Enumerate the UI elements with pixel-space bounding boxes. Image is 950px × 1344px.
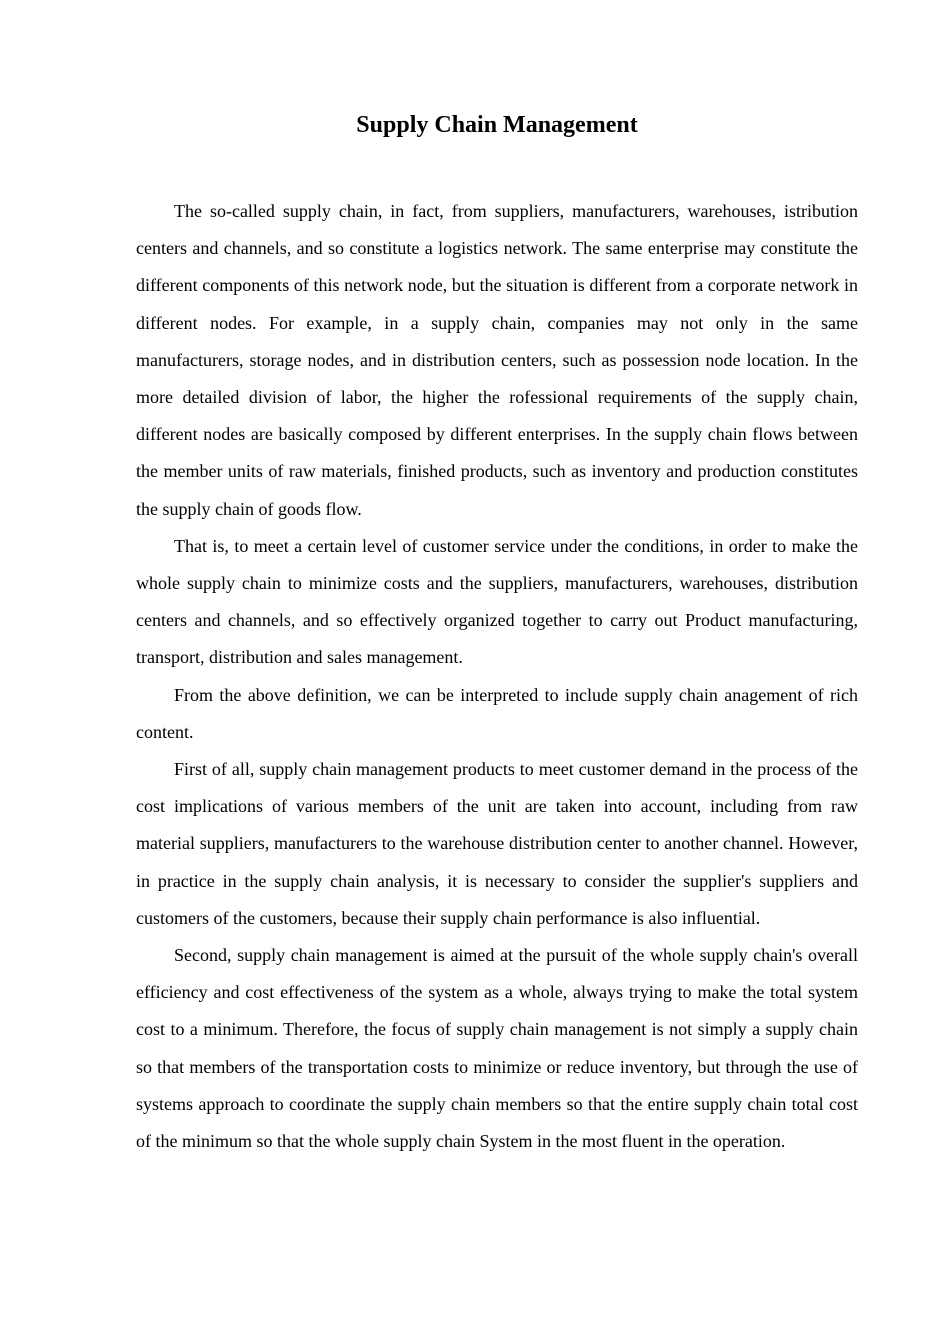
paragraph-5: Second, supply chain management is aimed at the pursuit of the whole supply chain's overall efficiency and cost effectiveness of the system as a whole, always trying to make the total system cost to a minimum. Therefore, the focus of supply chain management is not simply a supply chain so that members of the transportation costs to minimize or reduce inventory, but through the use of systems approach to coordinate the supply chain members so that the entire supply chain total cost of the minimum so that the whole supply chain System in the most fluent in the operation. [136,945,858,1152]
paragraph-2: That is, to meet a certain level of customer service under the conditions, in order to make the whole supply chain to minimize costs and the suppliers, manufacturers, warehouses, distribution centers and channels, and so effectively organized together to carry out Product manufacturing, transport, distribution and sales management. [136,535,858,668]
document-title: Supply Chain Management [356,112,638,138]
paragraph-4: First of all, supply chain management products to meet customer demand in the process of the cost implications of various members of the unit are taken into account, including from raw material suppliers, manufacturers to the warehouse distribution center to another channel. However, in practice in the supply chain analysis, it is necessary to consider the supplier's suppliers and customers of the customers, because their supply chain performance is also influential. [136,759,858,928]
paragraph-3: From the above definition, we can be interpreted to include supply chain anagement of rich content. [136,684,858,742]
paragraph-1: The so-called supply chain, in fact, from suppliers, manufacturers, warehouses, istribution centers and channels, and so constitute a logistics network. The same enterprise may constitute the different components of this network node, but the situation is different from a corporate network in different nodes. For example, in a supply chain, companies may not only in the same manufacturers, storage nodes, and in distribution centers, such as possession node location. In the more detailed division of labor, the higher the rofessional requirements of the supply chain, different nodes are basically composed by different enterprises. In the supply chain flows between the member units of raw materials, finished products, such as inventory and production constitutes the supply chain of goods flow. [136,201,858,519]
document-body [136,193,858,1160]
